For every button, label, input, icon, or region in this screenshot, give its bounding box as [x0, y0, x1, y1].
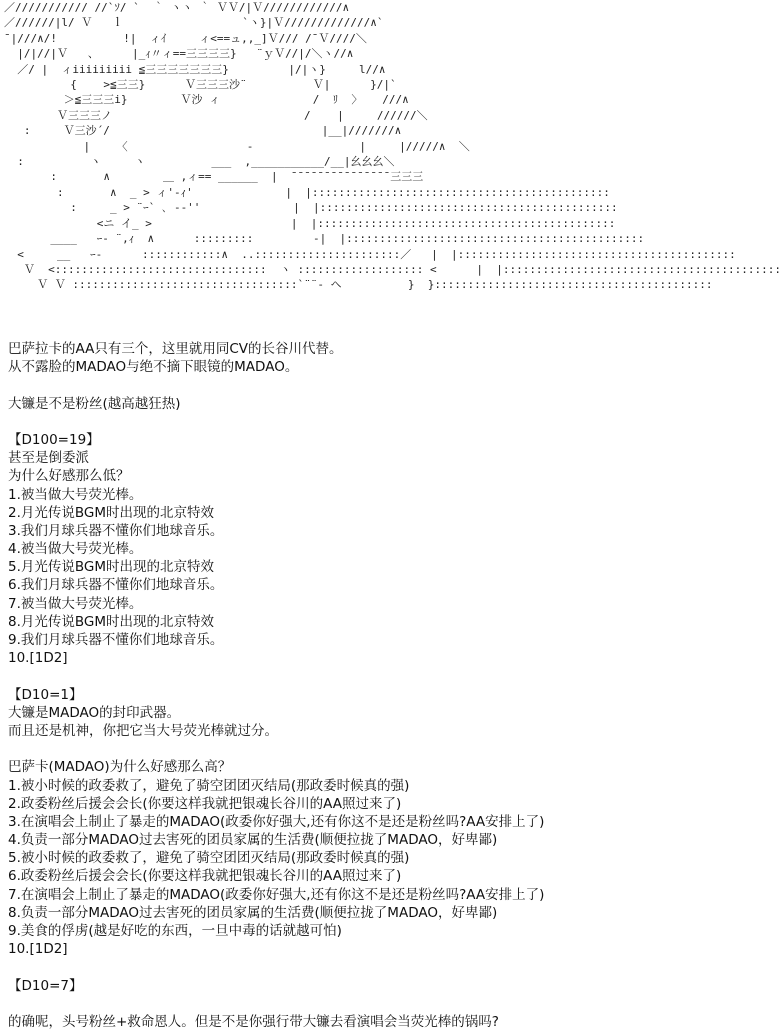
list-item: 8.月光传说BGM时出现的北京特效 — [8, 613, 215, 630]
list-item: 8.负责一部分MADAO过去害死的团员家属的生活费(顺便拉拢了MADAO，好卑鄙) — [8, 904, 498, 921]
list-item: 2.政委粉丝后援会会长(你要这样我就把银魂长谷川的AA照过来了) — [8, 795, 402, 812]
list-item: 7.被当做大号荧光棒。 — [8, 595, 143, 612]
list-item: 1.被当做大号荧光棒。 — [8, 486, 143, 503]
list-item: 9.美食的俘虏(越是好吃的东西，一旦中毒的话就越可怕) — [8, 923, 342, 939]
dice-roll-result: 【D10=7】 — [8, 977, 83, 994]
list-item: 4.被当做大号荧光棒。 — [8, 541, 143, 558]
blank-line — [8, 413, 630, 431]
blank-line — [8, 958, 630, 976]
text-line: 甚至是倒委派 — [8, 450, 89, 467]
dice-roll-result: 【D10=1】 — [8, 686, 83, 703]
list-item: 10.[1D2] — [8, 941, 68, 958]
list-item: 5.月光传说BGM时出现的北京特效 — [8, 559, 215, 576]
dice-roll-result: 【D100=19】 — [8, 431, 100, 448]
list-item: 6.我们月球兵器不懂你们地球音乐。 — [8, 577, 224, 594]
blank-line — [8, 376, 630, 394]
text-line: 从不露脸的MADAO与绝不摘下眼镜的MADAO。 — [8, 359, 299, 376]
text-line: 巴萨卡(MADAO)为什么好感那么高？ — [8, 759, 232, 776]
list-item: 9.我们月球兵器不懂你们地球音乐。 — [8, 632, 224, 648]
text-line: 巴萨拉卡的AA只有三个，这里就用同CV的长谷川代替。 — [8, 341, 343, 357]
list-item: 7.在演唱会上制止了暴走的MADAO(政委你好强大,还有你这不是还是粉丝吗?AA安排上了) — [8, 886, 545, 903]
text-line: 的确呢，头号粉丝+救命恩人。但是不是你强行带大镰去看演唱会当荧光棒的锅吗? — [8, 1013, 499, 1030]
text-line: 大镰是MADAO的封印武器。 — [8, 704, 181, 721]
blank-line — [8, 740, 630, 758]
list-item: 1.被小时候的政委救了，避免了骑空团团灭结局(那政委时候真的强) — [8, 777, 410, 794]
text-line: 为什么好感那么低？ — [8, 468, 130, 485]
list-item: 6.政委粉丝后援会会长(你要这样我就把银魂长谷川的AA照过来了) — [8, 868, 402, 885]
blank-line — [8, 995, 630, 1013]
list-item: 3.我们月球兵器不懂你们地球音乐。 — [8, 522, 224, 539]
list-item: 10.[1D2] — [8, 650, 68, 667]
list-item: 2.月光传说BGM时出现的北京特效 — [8, 504, 215, 521]
text-line: 大镰是不是粉丝(越高越狂热) — [8, 395, 181, 412]
list-item: 5.被小时候的政委救了，避免了骑空团团灭结局(那政委时候真的强) — [8, 850, 410, 867]
list-item: 3.在演唱会上制止了暴走的MADAO(政委你好强大,还有你这不是还是粉丝吗?AA安排上了) — [8, 813, 545, 830]
list-item: 4.负责一部分MADAO过去害死的团员家属的生活费(顺便拉拢了MADAO，好卑鄙) — [8, 832, 498, 849]
ascii-art-illustration: ／/////////// //`ｿ/ ` ｀ ヽヽ ｀ ＶＶ/|Ｖ////////////∧ ／//////|l/ Ｖ ｌ `ヽ}|Ｖ/////////////∧` ¯|///∧/! !| ィｲ ィ<==ュ,,_]Ｖ/// /¯Ｖ////＼ |/|//|Ｖ 、 |_ｨ〃ィ==三三三三} ¨ｙＶ//|/＼ヽ//∧ ／/ | ィiiiiiiiii ≦三三三三三三三} |/|ヽ} l//∧ { >≦三三} Ｖ三三三沙¨ Ｖ| }/|` ＞≦三三三i} Ｖ沙 ィ / ﾘ 〉 ///∧ Ｖ三三三ノ / | //////＼ : Ｖ三沙´/ |__|///////∧ | 〈 - | |/////∧ ＼ : ヽ ヽ ___ ,___________/__|幺幺幺＼ : ∧ ＿ ,ィ== ______ | ¯¯¯¯¯¯¯¯¯¯¯¯¯¯¯三三三 : ∧ _ > ィ'-ｨ' | |::::::::::::::::::::::::::::::::::::::::::::: : _ > ¨ｰ` ､ --'' | |::::::::::::::::::::::::::::::::::::::::::::: <ニ イ_ > | |::::::::::::::::::::::::::::::::::::::::::::: ____ ｰ- ¨,ｨ ∧ ::::::::: -| |::::::::::::::::::::::::::::::::::::::::::::: < __ ｰ- ::::::::::::∧ ..::::::::::::::::::::::／ | |:::::::::::::::::::::::::::::::::::::::::: Ｖ <:::::::::::::::::::::::::::::::: ヽ ::::::::::::::::::: < | |:::::::::::::::::::::::::::::::::::::::::: Ｖ Ｖ ::::::::::::::::::::::::::::::::::`¨¨- ヘ } }:::::::::::::::::::::::::::::::::::::::::: — [4, 1, 781, 292]
blank-line — [8, 667, 630, 685]
post-text — [8, 340, 630, 1031]
text-line: 而且还是机神，你把它当大号荧光棒就过分。 — [8, 722, 278, 739]
